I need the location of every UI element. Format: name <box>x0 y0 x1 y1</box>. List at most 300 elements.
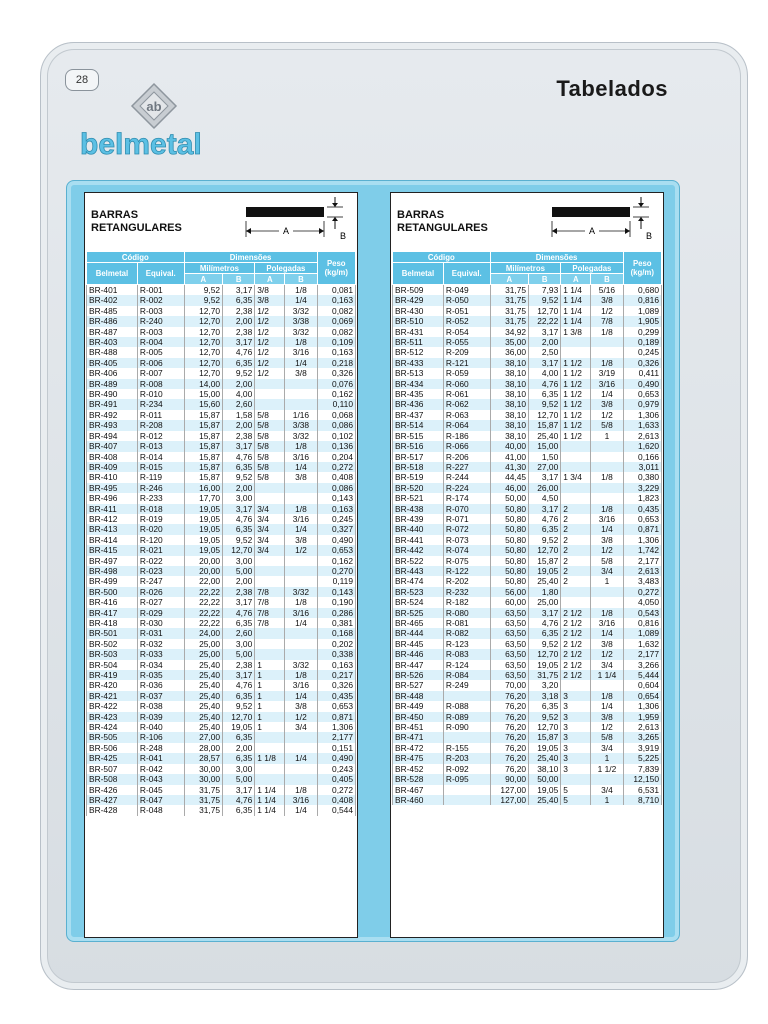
table-cell: 0,544 <box>317 805 355 815</box>
table-cell: R-124 <box>443 660 490 670</box>
col-dimensoes: Dimensões <box>490 252 623 263</box>
table-cell: BR-433 <box>393 358 444 368</box>
table-row <box>393 441 662 451</box>
table-cell: 50,00 <box>490 493 528 503</box>
table-cell: R-050 <box>443 295 490 305</box>
table-cell: 4,76 <box>223 680 255 690</box>
table-cell: BR-441 <box>393 535 444 545</box>
table-cell: BR-500 <box>87 587 138 597</box>
table-row <box>87 420 356 430</box>
table-row <box>393 389 662 399</box>
table-cell: 3 <box>561 722 591 732</box>
table-cell: 3/8 <box>591 712 623 722</box>
table-cell: 1/4 <box>591 628 623 638</box>
table-cell: 16,00 <box>184 483 222 493</box>
table-cell: 3,266 <box>623 660 661 670</box>
table-cell: 3 <box>561 712 591 722</box>
table-cell <box>285 483 317 493</box>
table-cell: BR-519 <box>393 472 444 482</box>
table-cell: 63,50 <box>490 608 528 618</box>
bar-diagram-icon <box>241 195 351 245</box>
table-row <box>87 691 356 701</box>
table-row <box>87 785 356 795</box>
table-cell: 1/2 <box>591 649 623 659</box>
col-pol-b: B <box>285 274 317 285</box>
table-cell: 3,18 <box>529 691 561 701</box>
table-cell: 1 <box>255 701 285 711</box>
table-cell: BR-435 <box>393 389 444 399</box>
table-row <box>393 504 662 514</box>
table-cell: 15,87 <box>184 472 222 482</box>
table-row <box>87 722 356 732</box>
table-cell: R-224 <box>443 483 490 493</box>
table-row <box>87 389 356 399</box>
table-cell: 5,00 <box>223 566 255 576</box>
table-cell: R-073 <box>443 535 490 545</box>
table-cell: 0,068 <box>317 410 355 420</box>
table-cell: 12,70 <box>529 722 561 732</box>
table-cell: BR-505 <box>87 732 138 742</box>
table-cell: 1/8 <box>285 504 317 514</box>
table-cell: BR-447 <box>393 660 444 670</box>
table-cell: 1/4 <box>285 805 317 815</box>
table-cell: R-023 <box>137 566 184 576</box>
table-cell: 22,22 <box>184 587 222 597</box>
table-cell: 1/2 <box>285 712 317 722</box>
table-cell: 1 1/2 <box>591 764 623 774</box>
table-cell: 1/2 <box>285 545 317 555</box>
table-row <box>393 535 662 545</box>
table-cell: 3/38 <box>285 420 317 430</box>
table-cell: R-032 <box>137 639 184 649</box>
table-row <box>393 680 662 690</box>
table-row <box>87 483 356 493</box>
table-cell: 3,17 <box>529 608 561 618</box>
table-cell: 0,380 <box>623 472 661 482</box>
col-pol-a: A <box>561 274 591 285</box>
table-cell: BR-514 <box>393 420 444 430</box>
table-cell: 2 1/2 <box>561 608 591 618</box>
table-cell: 0,163 <box>317 347 355 357</box>
table-row <box>393 785 662 795</box>
table-cell: R-011 <box>137 410 184 420</box>
table-cell: R-240 <box>137 316 184 326</box>
col-mm-b: B <box>223 274 255 285</box>
table-cell: BR-443 <box>393 566 444 576</box>
table-cell: BR-426 <box>87 785 138 795</box>
table-cell: 4,76 <box>529 379 561 389</box>
table-cell: 25,40 <box>184 712 222 722</box>
table-cell: 0,408 <box>317 472 355 482</box>
table-row <box>87 462 356 472</box>
table-cell: 0,217 <box>317 670 355 680</box>
table-cell: BR-521 <box>393 493 444 503</box>
table-row <box>87 576 356 586</box>
dim-b-label: B <box>340 231 347 241</box>
table-cell: 3,17 <box>529 358 561 368</box>
table-row <box>393 556 662 566</box>
table-cell: R-062 <box>443 399 490 409</box>
table-cell: 12,70 <box>184 306 222 316</box>
table-cell: 6,35 <box>223 295 255 305</box>
col-dimensoes: Dimensões <box>184 252 317 263</box>
table-row <box>393 587 662 597</box>
table-cell: 9,52 <box>529 535 561 545</box>
col-mm-b: B <box>529 274 561 285</box>
table-cell: BR-407 <box>87 441 138 451</box>
table-row <box>393 524 662 534</box>
table-cell: 3,919 <box>623 743 661 753</box>
table-cell: 20,00 <box>184 566 222 576</box>
table-cell: 30,00 <box>184 774 222 784</box>
table-cell: R-001 <box>137 285 184 296</box>
table-cell: BR-465 <box>393 618 444 628</box>
table-row <box>87 753 356 763</box>
table-cell: BR-518 <box>393 462 444 472</box>
table-cell <box>591 587 623 597</box>
table-cell: R-035 <box>137 670 184 680</box>
table-cell: 1/4 <box>285 295 317 305</box>
table-cell: 15,87 <box>529 556 561 566</box>
table-cell: 5/8 <box>255 452 285 462</box>
table-cell <box>591 441 623 451</box>
table-cell: 3/16 <box>591 379 623 389</box>
table-cell: 1 1/4 <box>561 295 591 305</box>
table-cell: 2,38 <box>223 327 255 337</box>
table-cell <box>561 337 591 347</box>
table-cell: 6,35 <box>223 691 255 701</box>
table-cell <box>285 556 317 566</box>
table-cell: BR-413 <box>87 524 138 534</box>
table-cell: BR-526 <box>393 670 444 680</box>
table-cell: 4,76 <box>223 795 255 805</box>
table-cell: BR-492 <box>87 410 138 420</box>
table-cell: 0,270 <box>317 566 355 576</box>
table-cell: R-123 <box>443 639 490 649</box>
table-cell: 19,05 <box>184 504 222 514</box>
table-cell: 3/16 <box>591 618 623 628</box>
table-cell: BR-517 <box>393 452 444 462</box>
table-cell: 1/4 <box>285 753 317 763</box>
table-cell: 3 <box>561 691 591 701</box>
table-cell: 1 1/4 <box>255 785 285 795</box>
table-cell: BR-431 <box>393 327 444 337</box>
table-row <box>393 347 662 357</box>
table-cell: R-209 <box>443 347 490 357</box>
table-cell: 3,17 <box>223 285 255 296</box>
table-cell: R-206 <box>443 452 490 462</box>
table-cell: BR-511 <box>393 337 444 347</box>
table-cell: BR-411 <box>87 504 138 514</box>
table-row <box>393 493 662 503</box>
table-cell: R-040 <box>137 722 184 732</box>
table-cell: 1/8 <box>591 327 623 337</box>
table-cell: 0,110 <box>317 399 355 409</box>
table-cell: R-060 <box>443 379 490 389</box>
table-cell <box>285 764 317 774</box>
table-cell: 50,80 <box>490 535 528 545</box>
table-row <box>393 566 662 576</box>
table-row <box>87 670 356 680</box>
table-cell <box>443 732 490 742</box>
table-card-left <box>84 192 358 938</box>
table-cell: BR-436 <box>393 399 444 409</box>
table-cell: R-106 <box>137 732 184 742</box>
table-cell: 1/8 <box>591 691 623 701</box>
table-cell: 25,40 <box>184 670 222 680</box>
table-cell: R-182 <box>443 597 490 607</box>
table-cell: 90,00 <box>490 774 528 784</box>
table-row <box>87 306 356 316</box>
table-cell <box>591 680 623 690</box>
table-cell: 5,00 <box>223 649 255 659</box>
table-cell: 2 <box>561 504 591 514</box>
table-cell: 31,75 <box>184 795 222 805</box>
table-row <box>393 358 662 368</box>
table-cell: 1,620 <box>623 441 661 451</box>
table-cell: 0,163 <box>317 295 355 305</box>
table-cell: BR-448 <box>393 691 444 701</box>
table-cell: BR-446 <box>393 649 444 659</box>
table-cell: 1 1/2 <box>561 379 591 389</box>
table-cell: 1/2 <box>255 368 285 378</box>
table-cell: BR-429 <box>393 295 444 305</box>
table-cell: R-006 <box>137 358 184 368</box>
table-cell: 9,52 <box>223 535 255 545</box>
table-row <box>393 608 662 618</box>
table-cell <box>285 743 317 753</box>
table-row <box>87 504 356 514</box>
table-cell: BR-401 <box>87 285 138 296</box>
table-cell: 1,905 <box>623 316 661 326</box>
table-cell: BR-428 <box>87 805 138 815</box>
table-cell: 12,70 <box>184 347 222 357</box>
table-cell: 0,218 <box>317 358 355 368</box>
table-cell: 6,35 <box>223 462 255 472</box>
table-cell: 3/8 <box>285 368 317 378</box>
table-cell: 3/8 <box>591 639 623 649</box>
table-row <box>87 524 356 534</box>
table-cell: 22,22 <box>184 618 222 628</box>
col-polegadas: Polegadas <box>561 263 623 274</box>
table-cell: 15,87 <box>184 410 222 420</box>
table-cell: R-038 <box>137 701 184 711</box>
table-cell: BR-402 <box>87 295 138 305</box>
table-cell: R-008 <box>137 379 184 389</box>
table-cell: 4,76 <box>223 514 255 524</box>
table-cell <box>561 452 591 462</box>
table-cell: 5,225 <box>623 753 661 763</box>
table-row <box>393 795 662 805</box>
table-cell: 2,60 <box>223 399 255 409</box>
table-cell: 3/16 <box>285 452 317 462</box>
table-cell: 31,75 <box>490 316 528 326</box>
table-cell: 1,633 <box>623 420 661 430</box>
table-cell: BR-485 <box>87 306 138 316</box>
table-cell: 1 <box>255 670 285 680</box>
table-cell: 0,326 <box>623 358 661 368</box>
table-cell: 12,70 <box>529 306 561 316</box>
table-cell: BR-472 <box>393 743 444 753</box>
table-cell: BR-491 <box>87 399 138 409</box>
table-cell: R-019 <box>137 514 184 524</box>
table-cell: 2 1/2 <box>561 670 591 680</box>
table-cell: BR-522 <box>393 556 444 566</box>
table-cell: BR-406 <box>87 368 138 378</box>
table-cell <box>561 597 591 607</box>
table-cell: BR-445 <box>393 639 444 649</box>
table-cell: 25,00 <box>529 597 561 607</box>
table-cell <box>255 743 285 753</box>
table-row <box>87 493 356 503</box>
table-cell: 3,17 <box>529 472 561 482</box>
table-cell <box>591 774 623 784</box>
table-cell: 1,306 <box>623 410 661 420</box>
table-cell: 0,435 <box>623 504 661 514</box>
table-cell: 9,52 <box>529 639 561 649</box>
table-cell: 0,816 <box>623 618 661 628</box>
table-cell: 4,76 <box>529 514 561 524</box>
table-cell: 0,286 <box>317 608 355 618</box>
table-cell: 1/4 <box>285 358 317 368</box>
table-cell: BR-437 <box>393 410 444 420</box>
col-belmetal: Belmetal <box>393 263 444 285</box>
table-cell: 1 1/4 <box>561 285 591 296</box>
table-cell: 0,082 <box>317 306 355 316</box>
table-cell: R-054 <box>443 327 490 337</box>
table-card-right <box>390 192 664 938</box>
table-cell <box>255 732 285 742</box>
table-row <box>393 379 662 389</box>
table-cell: BR-513 <box>393 368 444 378</box>
table-cell: BR-434 <box>393 379 444 389</box>
table-cell: 38,10 <box>490 420 528 430</box>
table-cell: 3/4 <box>591 785 623 795</box>
table-cell: 1/4 <box>285 462 317 472</box>
table-cell: 1/2 <box>255 358 285 368</box>
table-cell: 3/8 <box>285 535 317 545</box>
table-cell: 38,10 <box>490 389 528 399</box>
table-row <box>393 753 662 763</box>
table-cell: BR-438 <box>393 504 444 514</box>
table-row <box>87 358 356 368</box>
table-cell <box>255 379 285 389</box>
table-row <box>393 670 662 680</box>
table-cell: 27,00 <box>184 732 222 742</box>
table-cell: R-048 <box>137 805 184 815</box>
table-cell: 3/32 <box>285 431 317 441</box>
table-cell: 1/8 <box>285 337 317 347</box>
table-cell: 50,80 <box>490 545 528 555</box>
table-cell: BR-487 <box>87 327 138 337</box>
table-cell: 1,632 <box>623 639 661 649</box>
table-cell: 2 1/2 <box>561 618 591 628</box>
table-cell: BR-497 <box>87 556 138 566</box>
table-cell: 17,70 <box>184 493 222 503</box>
table-row <box>393 368 662 378</box>
table-cell: R-174 <box>443 493 490 503</box>
table-cell: 25,40 <box>529 795 561 805</box>
table-cell: 0,490 <box>623 379 661 389</box>
table-row <box>393 483 662 493</box>
table-row <box>87 597 356 607</box>
table-cell <box>255 649 285 659</box>
table-cell: 9,52 <box>223 472 255 482</box>
table-cell: 0,163 <box>317 504 355 514</box>
table-cell: 2 <box>561 566 591 576</box>
table-cell: 5/8 <box>591 420 623 430</box>
table-cell: BR-501 <box>87 628 138 638</box>
table-cell: 0,816 <box>623 295 661 305</box>
table-cell: BR-415 <box>87 545 138 555</box>
table-cell: BR-504 <box>87 660 138 670</box>
table-left <box>86 251 356 816</box>
table-cell <box>285 493 317 503</box>
table-cell <box>561 680 591 690</box>
table-cell: BR-490 <box>87 389 138 399</box>
table-cell: R-003 <box>137 306 184 316</box>
table-cell: R-037 <box>137 691 184 701</box>
table-row <box>87 327 356 337</box>
table-cell: 1/2 <box>255 316 285 326</box>
table-cell: 3,229 <box>623 483 661 493</box>
table-cell: 2,613 <box>623 431 661 441</box>
table-cell: 3/32 <box>285 660 317 670</box>
table-cell: 0,871 <box>317 712 355 722</box>
table-row <box>87 379 356 389</box>
table-cell: 127,00 <box>490 795 528 805</box>
dim-a-label: A <box>589 226 596 236</box>
table-cell: 127,00 <box>490 785 528 795</box>
table-row <box>87 732 356 742</box>
table-cell: 38,10 <box>529 764 561 774</box>
table-cell: 3/16 <box>591 514 623 524</box>
table-cell: 0,076 <box>317 379 355 389</box>
table-cell: 3/4 <box>255 524 285 534</box>
table-cell: 25,40 <box>529 431 561 441</box>
table-cell: 4,76 <box>223 452 255 462</box>
table-row <box>87 316 356 326</box>
table-cell: 38,10 <box>490 379 528 389</box>
table-row <box>87 566 356 576</box>
table-cell: 3/16 <box>285 795 317 805</box>
table-row <box>87 514 356 524</box>
table-cell: 12,70 <box>529 649 561 659</box>
table-cell: 25,00 <box>184 639 222 649</box>
table-cell: 27,00 <box>529 462 561 472</box>
table-cell: 1,80 <box>529 587 561 597</box>
table-cell: 1/2 <box>255 337 285 347</box>
table-row <box>87 649 356 659</box>
table-cell: 1,58 <box>223 410 255 420</box>
table-cell: 3/8 <box>255 295 285 305</box>
table-cell: BR-515 <box>393 431 444 441</box>
table-cell: 2,613 <box>623 566 661 576</box>
table-cell: R-080 <box>443 608 490 618</box>
table-cell: R-248 <box>137 743 184 753</box>
table-cell: 2 <box>561 514 591 524</box>
table-cell: BR-419 <box>87 670 138 680</box>
table-cell: 1,50 <box>529 452 561 462</box>
table-cell: 14,00 <box>184 379 222 389</box>
table-cell: 3/8 <box>285 701 317 711</box>
table-cell: 15,87 <box>184 462 222 472</box>
table-row <box>87 399 356 409</box>
table-cell: 0,653 <box>623 514 661 524</box>
table-cell: 1/2 <box>591 545 623 555</box>
svg-text:ab: ab <box>146 99 162 114</box>
table-cell: BR-494 <box>87 431 138 441</box>
